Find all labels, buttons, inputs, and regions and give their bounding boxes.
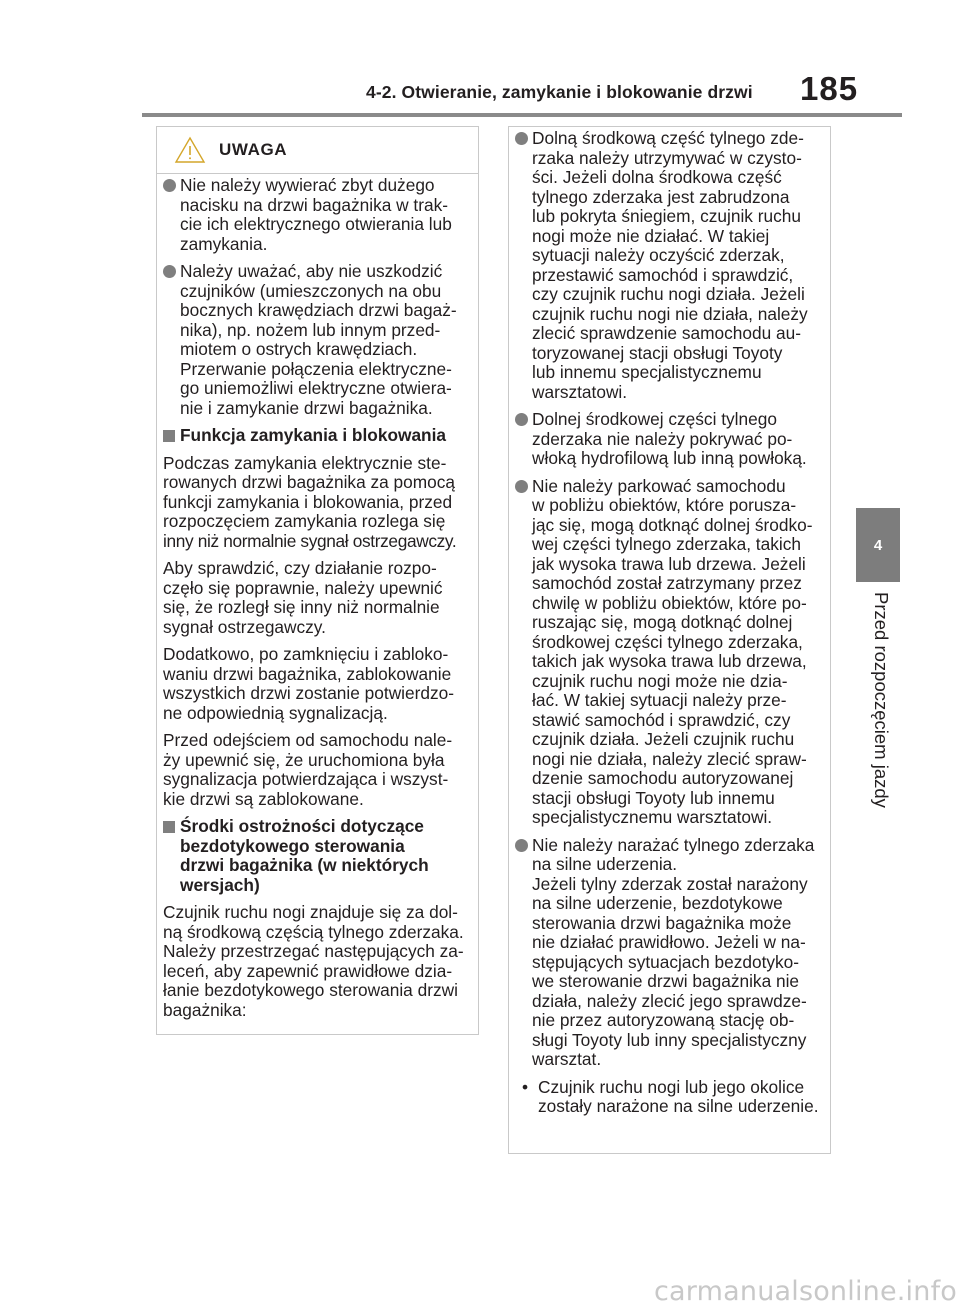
list-item bbox=[515, 410, 826, 469]
text-line: miotem o ostrych krawędziach. bbox=[180, 339, 418, 359]
text-line: czujnik działa. Jeżeli czujnik ruchu bbox=[532, 729, 795, 749]
text-line: zlecić sprawdzenie samochodu au- bbox=[532, 323, 801, 343]
warning-header bbox=[157, 127, 478, 174]
text-line: inny niż normalnie sygnał ostrzegawczy. bbox=[163, 530, 457, 551]
list-item bbox=[163, 262, 474, 418]
text-line: zostały narażone na silne uderzenie. bbox=[538, 1096, 819, 1116]
text-line: Jeżeli tylny zderzak został narażony bbox=[532, 873, 808, 894]
bullet-symbol: • bbox=[522, 1076, 529, 1097]
text-line: działa, należy zlecić jego sprawdze- bbox=[532, 990, 807, 1011]
text-line: funkcji zamykania i blokowania, przed bbox=[163, 491, 453, 512]
text-line: jąc się, mogą dotknąć dolnej środko- bbox=[532, 514, 813, 535]
text-line: nogi może nie działać. W takiej bbox=[532, 225, 770, 246]
text-line: go uniemożliwi elektryczne otwiera- bbox=[180, 378, 452, 398]
text-line: toryzowanej stacji obsługi Toyoty bbox=[532, 342, 783, 363]
text-line: włoką hydrofilową lub inną powłoką. bbox=[532, 448, 807, 468]
text-line: ży upewnić się, że uruchomiona była bbox=[163, 749, 445, 770]
text-line: łanie bezdotykowego sterowania drzwi bbox=[163, 980, 458, 1000]
text-line: Nie należy narażać tylnego zderzaka bbox=[532, 834, 815, 855]
text-line: kie drzwi są zablokowane. bbox=[163, 788, 364, 809]
text-line: sygnał ostrzegawczy. bbox=[163, 616, 326, 637]
text-line: warsztatowi. bbox=[532, 381, 628, 402]
text-line: cie ich elektrycznego otwierania lub bbox=[180, 214, 452, 234]
bullet-dot-icon bbox=[515, 839, 528, 852]
text-line: Przed odejściem od samochodu nale- bbox=[163, 730, 453, 750]
list-item bbox=[163, 176, 474, 254]
warning-box-left bbox=[156, 126, 479, 1035]
text-line: na silne uderzenia. bbox=[532, 854, 678, 874]
text-line: takich jak wysoka trawa lub drzewa, bbox=[532, 651, 807, 671]
text-line: czujników (umieszczonych na obu bbox=[180, 280, 442, 301]
text-line: stacji obsługi Toyoty lub innemu bbox=[532, 787, 775, 808]
text-line: waniu drzwi bagażnika, zablokowanie bbox=[163, 663, 452, 684]
header-rule bbox=[142, 113, 902, 117]
list-item bbox=[515, 477, 826, 828]
text-line: Dolną środkową część tylnego zde- bbox=[532, 128, 804, 148]
text-line: czy czujnik ruchu nogi działa. Jeżeli bbox=[532, 284, 805, 304]
left-column-content bbox=[157, 127, 478, 1020]
text-line: dzenie samochodu autoryzowanej bbox=[532, 768, 794, 788]
text-line: wersjach) bbox=[180, 874, 260, 895]
text-line: Dodatkowo, po zamknięciu i zabloko- bbox=[163, 644, 449, 664]
text-line: Czujnik ruchu nogi lub jego okolice bbox=[538, 1076, 805, 1097]
text-line: czujnik ruchu nogi może nie dzia- bbox=[532, 670, 788, 691]
text-line: leceń, aby zapewnić prawidłowe dzia- bbox=[163, 960, 453, 981]
text-line: Należy przestrzegać następujących za- bbox=[163, 941, 464, 961]
text-line: chwilę w pobliżu obiektów, które po- bbox=[532, 592, 807, 613]
text-line: nie przez autoryzowaną stację ob- bbox=[532, 1010, 795, 1030]
text-line: stępujących sytuacjach bezdotyko- bbox=[532, 951, 800, 972]
text-line: nogi nie działa, należy zlecić spraw- bbox=[532, 748, 807, 769]
sub-list-item bbox=[515, 1078, 826, 1117]
text-line: tylnego zderzaka jest zabrudzona bbox=[532, 186, 790, 207]
text-line: drzwi bagażnika (w niektórych bbox=[180, 855, 429, 875]
chapter-number: 4 bbox=[873, 536, 883, 554]
text-line: sytuacji należy oczyścić zderzak, bbox=[532, 245, 785, 265]
text-line: się, że rozległ się inny niż normalnie bbox=[163, 597, 440, 617]
text-line: jak wysoka trawa lub drzewa. Jeżeli bbox=[532, 553, 806, 574]
bullet-dot-icon bbox=[163, 265, 176, 278]
text-line: Nie należy parkować samochodu bbox=[532, 475, 786, 496]
text-line: rowanych drzwi bagażnika za pomocą bbox=[163, 472, 456, 492]
text-line: przestawić samochód i sprawdzić, bbox=[532, 264, 794, 285]
paragraph bbox=[163, 645, 474, 723]
page-number: 185 bbox=[800, 70, 859, 107]
text-line: ną środkową częścią tylnego zderzaka. bbox=[163, 921, 464, 942]
text-line: Przerwanie połączenia elektryczne- bbox=[180, 358, 452, 379]
bullet-dot-icon bbox=[515, 480, 528, 493]
warning-box-right bbox=[508, 126, 831, 1154]
text-line: Podczas zamykania elektrycznie ste- bbox=[163, 452, 447, 473]
text-line: warsztat. bbox=[532, 1049, 602, 1069]
bullet-square-icon bbox=[163, 430, 175, 442]
text-line: bezdotykowego sterowania bbox=[180, 835, 405, 856]
subheading bbox=[163, 426, 474, 446]
list-item bbox=[515, 129, 826, 402]
paragraph bbox=[163, 731, 474, 809]
text-line: Środki ostrożności dotyczące bbox=[180, 816, 424, 836]
text-line: nika), np. nożem lub innym przed- bbox=[180, 319, 441, 340]
subheading bbox=[163, 817, 474, 895]
text-line: sygnalizacja potwierdzająca i wszyst- bbox=[163, 769, 449, 789]
chapter-title: Przed rozpoczęciem jazdy bbox=[871, 592, 892, 808]
bullet-square-icon bbox=[163, 821, 175, 833]
text-line: bocznych krawędziach drzwi bagaż- bbox=[180, 300, 457, 320]
text-line: ruszając się, mogą dotknąć dolnej bbox=[532, 612, 793, 632]
text-line: stawić samochód i sprawdzić, czy bbox=[532, 709, 791, 730]
text-line: Funkcja zamykania i blokowania bbox=[180, 425, 447, 445]
right-column-content bbox=[509, 127, 830, 1117]
warning-triangle-icon bbox=[174, 136, 206, 164]
watermark: carmanualsonline.info bbox=[654, 1276, 957, 1307]
text-line: nacisku na drzwi bagażnika w trak- bbox=[180, 194, 448, 215]
text-line: rozpoczęciem zamykania rozlega się bbox=[163, 511, 446, 531]
text-line: Dolnej środkowej części tylnego bbox=[532, 409, 777, 429]
text-line: środkowej części tylnego zderzaka, bbox=[532, 631, 803, 652]
bullet-dot-icon bbox=[515, 413, 528, 426]
paragraph bbox=[163, 454, 474, 552]
text-line: ne odpowiednią sygnalizacją. bbox=[163, 702, 388, 723]
text-line: Czujnik ruchu nogi znajduje się za dol- bbox=[163, 902, 458, 922]
bullet-dot-icon bbox=[515, 132, 528, 145]
paragraph bbox=[163, 903, 474, 1020]
text-line: Nie należy wywierać zbyt dużego bbox=[180, 175, 435, 195]
text-line: lub innemu specjalistycznemu bbox=[532, 362, 762, 382]
text-line: sterowania drzwi bagażnika może bbox=[532, 912, 792, 933]
text-line: bagażnika: bbox=[163, 999, 247, 1020]
section-title: 4-2. Otwieranie, zamykanie i blokowanie drzwi bbox=[366, 82, 753, 102]
bullet-dot-icon bbox=[163, 179, 176, 192]
chapter-tab[interactable] bbox=[856, 508, 900, 582]
text-line: na silne uderzenie, bezdotykowe bbox=[532, 893, 783, 913]
text-line: Należy uważać, aby nie uszkodzić bbox=[180, 261, 443, 281]
text-line: czujnik ruchu nogi nie działa, należy bbox=[532, 303, 808, 324]
text-line: zderzaka nie należy pokrywać po- bbox=[532, 428, 793, 449]
text-line: nie działać prawidłowo. Jeżeli w na- bbox=[532, 932, 806, 952]
text-line: wszystkich drzwi zostanie potwierdzo- bbox=[163, 683, 454, 703]
text-line: ści. Jeżeli dolna środkowa część bbox=[532, 167, 782, 187]
text-line: w pobliżu obiektów, które porusza- bbox=[532, 495, 797, 515]
text-line: samochód został zatrzymany przez bbox=[532, 573, 802, 593]
text-line: we sterowanie drzwi bagażnika nie bbox=[532, 971, 800, 991]
paragraph bbox=[163, 559, 474, 637]
text-line: Aby sprawdzić, czy działanie rozpo- bbox=[163, 558, 437, 578]
text-line: nie i zamykanie drzwi bagażnika. bbox=[180, 397, 433, 418]
text-line: częło się poprawnie, należy upewnić bbox=[163, 577, 443, 598]
text-line: zamykania. bbox=[180, 233, 268, 254]
warning-label: UWAGA bbox=[219, 140, 288, 159]
text-line: specjalistycznemu warsztatowi. bbox=[532, 807, 773, 827]
text-line: rzaka należy utrzymywać w czysto- bbox=[532, 147, 802, 168]
text-line: lub pokryta śniegiem, czujnik ruchu bbox=[532, 206, 801, 226]
text-line: wej części tylnego zderzaka, takich bbox=[532, 534, 801, 554]
text-line: sługi Toyoty lub inny specjalistyczny bbox=[532, 1029, 807, 1050]
text-line: łać. W takiej sytuacji należy prze- bbox=[532, 690, 787, 710]
list-item bbox=[515, 836, 826, 1070]
